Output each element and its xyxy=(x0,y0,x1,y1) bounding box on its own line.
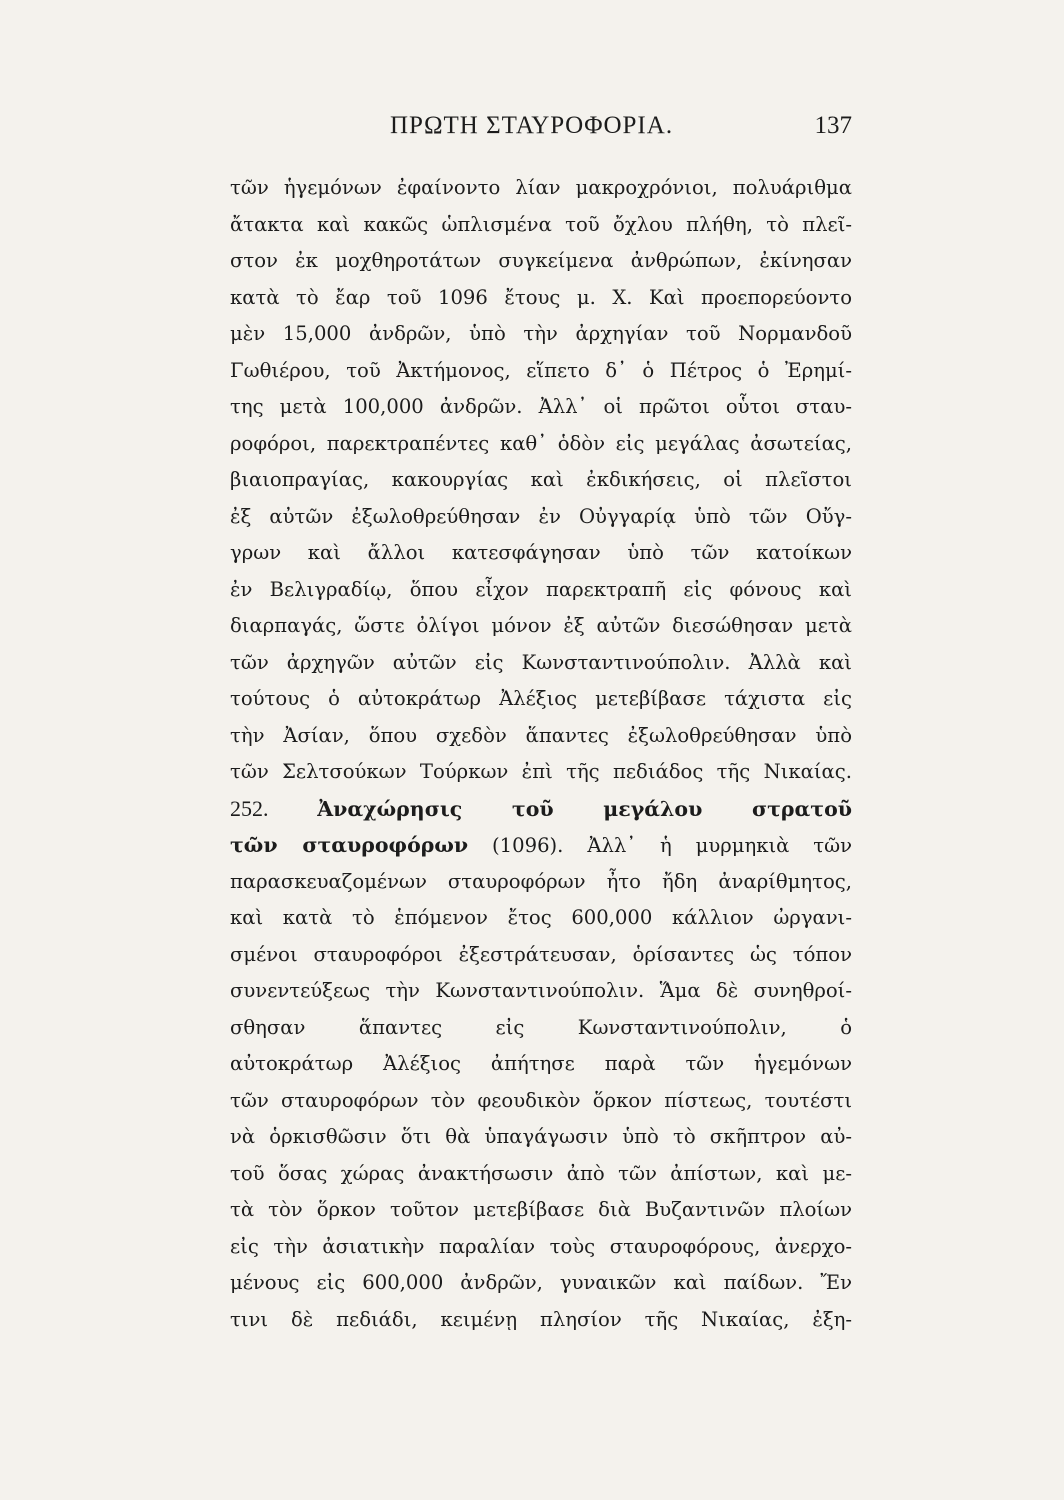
text-line: σμένοι σταυροφόροι ἐξεστράτευσαν, ὁρίσαντες ὡς τόπον xyxy=(230,942,852,966)
text-line: τῶν ἡγεμόνων ἐφαίνοντο λίαν μακροχρόνιοι, πολυάριθμα xyxy=(230,176,852,199)
text-line: ἄτακτα καὶ κακῶς ὡπλισμένα τοῦ ὄχλου πλήθη, τὸ πλεῖ- xyxy=(230,212,852,236)
text-line: βιαιοπραγίας, κακουργίας καὶ ἐκδικήσεις, οἱ πλεῖστοι xyxy=(230,468,852,491)
text-line: τῶν Σελτσούκων Τούρκων ἐπὶ τῆς πεδιάδος τῆς Νικαίας. xyxy=(230,760,852,783)
text-line: μὲν 15,000 ἀνδρῶν, ὑπὸ τὴν ἀρχηγίαν τοῦ Νορμανδοῦ xyxy=(230,322,852,345)
text-line: εἰς τὴν ἀσιατικὴν παραλίαν τοὺς σταυροφόρους, ἀνερχο- xyxy=(230,1234,852,1258)
text-line: τῶν σταυροφόρων τὸν φεουδικὸν ὅρκον πίστεως, τουτέστι xyxy=(230,1088,852,1112)
section-title-continued: τῶν σταυροφόρων xyxy=(230,833,469,857)
section-year: (1096). xyxy=(492,834,564,857)
text-line: παρασκευαζομένων σταυροφόρων ἦτο ἤδη ἀναρίθμητος, xyxy=(230,869,852,893)
text-line: σθησαν ἅπαντες εἰς Κωνσταντινούπολιν, ὁ xyxy=(230,1015,852,1039)
section-heading-line xyxy=(230,791,852,828)
text-line: διαρπαγάς, ὥστε ὀλίγοι μόνον ἐξ αὐτῶν διεσώθησαν μετὰ xyxy=(230,614,852,637)
text-line: νὰ ὁρκισθῶσιν ὅτι θὰ ὑπαγάγωσιν ὑπὸ τὸ σκῆπτρον αὐ- xyxy=(230,1125,852,1148)
section-heading-line-2 xyxy=(230,827,852,864)
text-line: γρων καὶ ἄλλοι κατεσφάγησαν ὑπὸ τῶν κατοίκων xyxy=(230,541,852,564)
text-line: συνεντεύξεως τὴν Κωνσταντινούπολιν. Ἅμα δὲ συνηθροί- xyxy=(230,979,852,1002)
text-line: της μετὰ 100,000 ἀνδρῶν. Ἀλλ᾽ οἱ πρῶτοι οὗτοι σταυ- xyxy=(230,395,852,418)
text-line: μένους εἰς 600,000 ἀνδρῶν, γυναικῶν καὶ παίδων. Ἔν xyxy=(230,1271,852,1294)
text-line: τὰ τὸν ὅρκον τοῦτον μετεβίβασε διὰ Βυζαντινῶν πλοίων xyxy=(230,1198,852,1221)
text-line: ἐξ αὐτῶν ἐξωλοθρεύθησαν ἐν Οὐγγαρίᾳ ὑπὸ τῶν Οὔγ- xyxy=(230,504,852,528)
section-number: 252. xyxy=(230,795,269,821)
text-line: τὴν Ἀσίαν, ὅπου σχεδὸν ἅπαντες ἐξωλοθρεύθησαν ὑπὸ xyxy=(230,723,852,747)
section-title: Ἀναχώρησις τοῦ μεγάλου στρατοῦ xyxy=(317,796,852,821)
text-line: καὶ κατὰ τὸ ἑπόμενον ἔτος 600,000 κάλλιον ὠργανι- xyxy=(230,906,852,929)
text-line: ἐν Βελιγραδίῳ, ὅπου εἶχον παρεκτραπῆ εἰς φόνους καὶ xyxy=(230,577,852,601)
text-line: στον ἐκ μοχθηροτάτων συγκείμενα ἀνθρώπων, ἐκίνησαν xyxy=(230,249,852,272)
page-header xyxy=(230,112,852,152)
page-number: 137 xyxy=(814,112,852,139)
text-line: τῶν ἀρχηγῶν αὐτῶν εἰς Κωνσταντινούπολιν. Ἀλλὰ καὶ xyxy=(230,650,852,674)
text-line: τοῦ ὅσας χώρας ἀνακτήσωσιν ἀπὸ τῶν ἀπίστων, καὶ με- xyxy=(230,1161,852,1185)
running-title: ΠΡΩΤΗ ΣΤΑΥΡΟΦΟΡΙΑ. xyxy=(390,112,674,139)
text-line: τινι δὲ πεδιάδι, κειμένῃ πλησίον τῆς Νικαίας, ἐξη- xyxy=(230,1307,852,1331)
text-line: αὐτοκράτωρ Ἀλέξιος ἀπήτησε παρὰ τῶν ἡγεμόνων xyxy=(230,1052,852,1075)
text-line: κατὰ τὸ ἔαρ τοῦ 1096 ἔτους μ. Χ. Καὶ προεπορεύοντο xyxy=(230,285,852,309)
text-line: τούτους ὁ αὐτοκράτωρ Ἀλέξιος μετεβίβασε τάχιστα εἰς xyxy=(230,687,852,710)
body-text xyxy=(230,170,852,1338)
section-first-text: Ἀλλ᾽ ἡ μυρμηκιὰ τῶν xyxy=(587,834,852,857)
text-line: Γωθιέρου, τοῦ Ἀκτήμονος, εἵπετο δ᾽ ὁ Πέτρος ὁ Ἐρημί- xyxy=(230,358,852,382)
text-line: ροφόροι, παρεκτραπέντες καθ᾽ ὁδὸν εἰς μεγάλας ἀσωτείας, xyxy=(230,431,852,455)
